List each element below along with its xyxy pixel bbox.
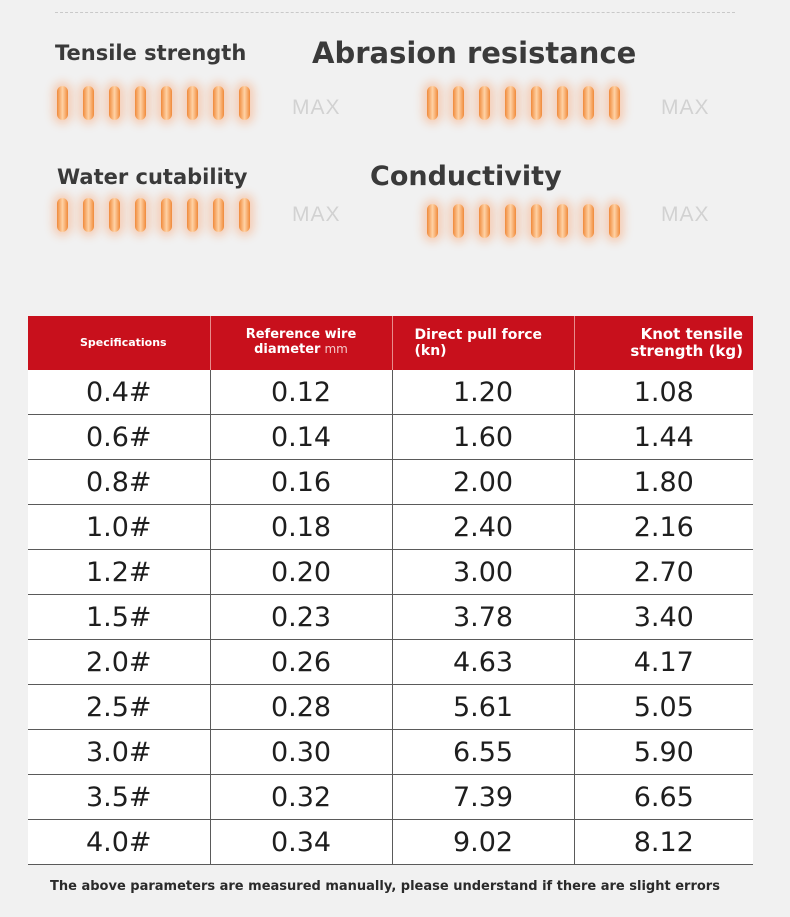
cell-pull-force: 2.40 [392,505,574,550]
rating-pill [213,198,224,232]
cell-pull-force: 6.55 [392,730,574,775]
rating-pill [583,86,594,120]
rating-pill [57,86,68,120]
rating-pill [427,204,438,238]
cell-pull-force: 3.78 [392,595,574,640]
rating-pill [239,198,250,232]
table-row [28,460,753,505]
table-row [28,685,753,730]
rating-pill [479,86,490,120]
cell-knot-strength: 6.65 [574,775,753,820]
cell-wire-diameter: 0.20 [210,550,392,595]
cell-knot-strength: 1.08 [574,370,753,415]
cell-wire-diameter: 0.12 [210,370,392,415]
cell-specification: 0.4# [28,370,210,415]
rating-pill [83,86,94,120]
rating-pill [557,204,568,238]
cell-specification: 3.5# [28,775,210,820]
rating-pill [135,86,146,120]
rating-pill [161,198,172,232]
rating-pills [57,198,250,232]
rating-pill [557,86,568,120]
rating-pill [109,198,120,232]
cell-specification: 0.6# [28,415,210,460]
cell-specification: 4.0# [28,820,210,865]
rating-label: Conductivity [370,161,562,192]
table-row [28,775,753,820]
cell-knot-strength: 2.70 [574,550,753,595]
cell-pull-force: 3.00 [392,550,574,595]
table-row [28,730,753,775]
cell-knot-strength: 2.16 [574,505,753,550]
max-label: MAX [661,203,710,226]
cell-pull-force: 4.63 [392,640,574,685]
cell-wire-diameter: 0.34 [210,820,392,865]
rating-pills [427,86,620,120]
cell-specification: 2.5# [28,685,210,730]
table-row [28,820,753,865]
max-label: MAX [292,203,341,226]
table-row [28,370,753,415]
cell-wire-diameter: 0.23 [210,595,392,640]
cell-pull-force: 1.60 [392,415,574,460]
table-body [28,370,753,865]
specification-table [28,316,753,865]
table-row [28,550,753,595]
table-row [28,415,753,460]
rating-pill [583,204,594,238]
rating-pill [505,204,516,238]
max-label: MAX [292,96,341,119]
table-row [28,595,753,640]
rating-label: Abrasion resistance [312,36,637,70]
cell-specification: 1.2# [28,550,210,595]
rating-pill [213,86,224,120]
cell-pull-force: 5.61 [392,685,574,730]
cell-knot-strength: 8.12 [574,820,753,865]
rating-pill [187,198,198,232]
cell-knot-strength: 5.90 [574,730,753,775]
rating-pill [161,86,172,120]
rating-pill [531,86,542,120]
table-row [28,640,753,685]
rating-pill [479,204,490,238]
rating-pills [427,204,620,238]
rating-pill [427,86,438,120]
cell-specification: 1.5# [28,595,210,640]
cell-specification: 3.0# [28,730,210,775]
table-row [28,505,753,550]
cell-knot-strength: 1.44 [574,415,753,460]
rating-label: Water cutability [57,165,248,189]
cell-knot-strength: 5.05 [574,685,753,730]
cell-knot-strength: 4.17 [574,640,753,685]
rating-pill [531,204,542,238]
cell-wire-diameter: 0.18 [210,505,392,550]
header-knot-tensile-strength: Knot tensile strength (kg) [574,316,753,370]
cell-wire-diameter: 0.28 [210,685,392,730]
rating-label: Tensile strength [55,41,247,65]
cell-wire-diameter: 0.32 [210,775,392,820]
cell-knot-strength: 1.80 [574,460,753,505]
cell-wire-diameter: 0.14 [210,415,392,460]
rating-pill [453,86,464,120]
cell-pull-force: 9.02 [392,820,574,865]
rating-pill [505,86,516,120]
rating-pill [109,86,120,120]
cell-pull-force: 2.00 [392,460,574,505]
top-divider [55,12,735,13]
cell-specification: 1.0# [28,505,210,550]
cell-pull-force: 7.39 [392,775,574,820]
cell-wire-diameter: 0.16 [210,460,392,505]
header-specifications: Specifications [28,316,210,370]
cell-specification: 2.0# [28,640,210,685]
rating-pill [609,86,620,120]
rating-pill [135,198,146,232]
table-header-row [28,316,753,370]
footnote: The above parameters are measured manually, please understand if there are slight errors [50,879,720,894]
cell-wire-diameter: 0.26 [210,640,392,685]
cell-pull-force: 1.20 [392,370,574,415]
cell-wire-diameter: 0.30 [210,730,392,775]
rating-pill [453,204,464,238]
max-label: MAX [661,96,710,119]
rating-pill [239,86,250,120]
cell-specification: 0.8# [28,460,210,505]
header-unit: mm [324,342,348,356]
rating-pill [57,198,68,232]
rating-pill [83,198,94,232]
rating-pills [57,86,250,120]
cell-knot-strength: 3.40 [574,595,753,640]
rating-pill [187,86,198,120]
rating-pill [609,204,620,238]
header-reference-diameter: Reference wire diameter mm [210,316,392,370]
header-direct-pull-force: Direct pull force (kn) [392,316,574,370]
